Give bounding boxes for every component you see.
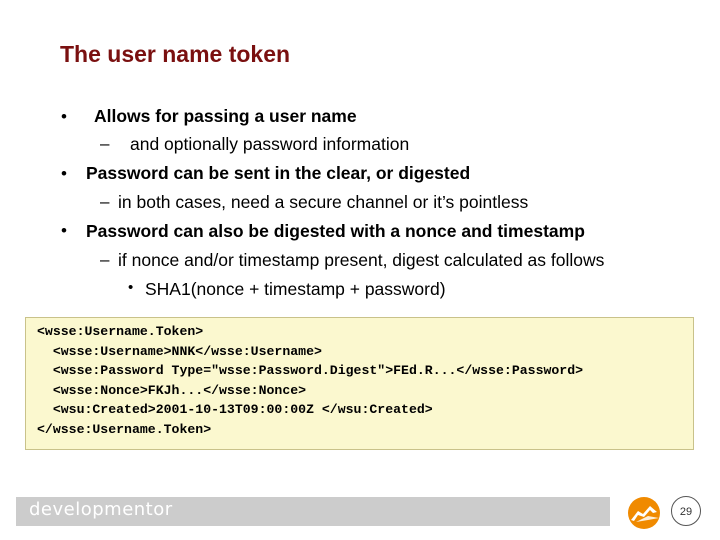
code-line: <wsu:Created>2001-10-13T09:00:00Z </wsu:Created> <box>37 402 433 418</box>
sub-sub-bullet-marker: • <box>128 279 134 296</box>
footer-bar <box>16 497 610 526</box>
brand-name: developmentor <box>29 499 173 520</box>
code-sample <box>37 322 583 440</box>
slide-title: The user name token <box>60 41 291 67</box>
code-line: <wsse:Nonce>FKJh...</wsse:Nonce> <box>37 382 307 398</box>
sub-bullet-item: in both cases, need a secure channel or it’s pointless <box>118 192 529 212</box>
sub-bullet-marker: – <box>100 192 110 211</box>
developmentor-logo-icon <box>626 496 663 530</box>
sub-bullet-marker: – <box>100 250 110 269</box>
bullet-marker: • <box>61 221 67 240</box>
page-number: 29 <box>671 496 701 526</box>
bullet-marker: • <box>61 164 67 183</box>
code-line: </wsse:Username.Token> <box>37 421 212 437</box>
bullet-marker: • <box>61 107 67 126</box>
bullet-item: Allows for passing a user name <box>94 106 357 126</box>
code-line: <wsse:Username.Token> <box>37 324 204 339</box>
sub-bullet-marker: – <box>100 134 110 153</box>
code-line: <wsse:Username>NNK</wsse:Username> <box>37 343 322 359</box>
bullet-item: Password can be sent in the clear, or digested <box>86 163 471 183</box>
sub-bullet-item: if nonce and/or timestamp present, digest calculated as follows <box>118 250 605 270</box>
code-line: <wsse:Password Type="wsse:Password.Digest">FEd.R...</wsse:Password> <box>37 363 584 379</box>
sub-bullet-item: and optionally password information <box>130 134 410 154</box>
code-sample-box <box>25 317 694 450</box>
bullet-item: Password can also be digested with a nonce and timestamp <box>86 221 585 241</box>
sub-sub-bullet-item: SHA1(nonce + timestamp + password) <box>145 279 446 299</box>
